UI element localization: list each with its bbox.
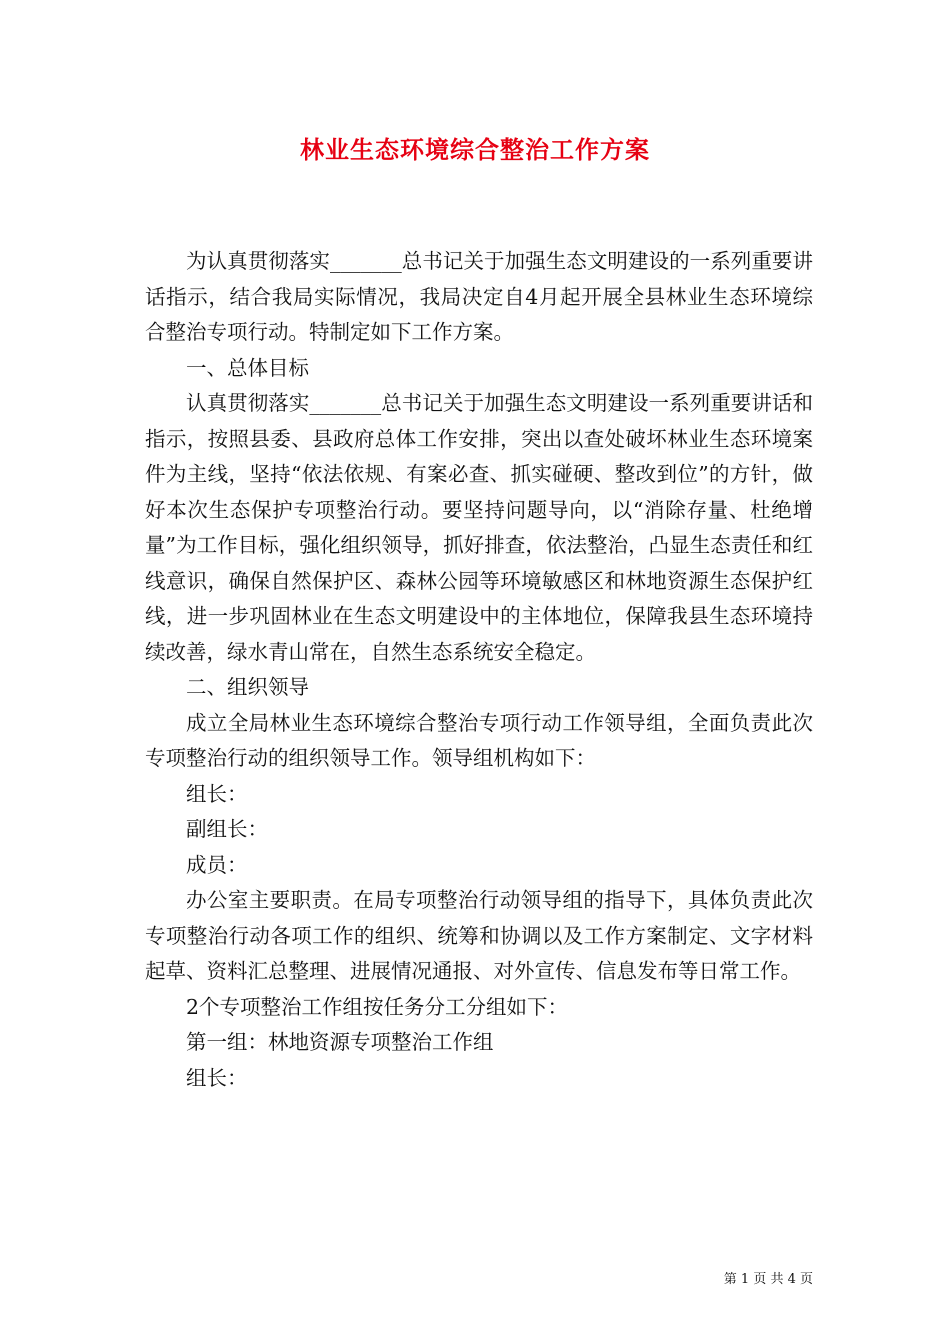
line-group-leader: 组长：	[186, 781, 248, 806]
section-heading-organization: 二、组织领导	[186, 675, 309, 699]
paragraph-organization: 成立全局林业生态环境综合整治专项行动工作领导组，全面负责此次专项整治行动的组织领导工作。领导组机构如下：	[145, 710, 813, 770]
page-number: 第 1 页 共 4 页	[723, 1272, 813, 1287]
line-deputy-leader: 副组长：	[186, 817, 268, 841]
line-group-one: 第一组：林地资源专项整治工作组	[186, 1030, 494, 1054]
line-group-one-leader: 组长：	[186, 1065, 248, 1090]
paragraph-intro: 为认真贯彻落实_______总书记关于加强生态文明建设的一系列重要讲话指示，结合我局实际情况，我局决定自4月起开展全县林业生态环境综合整治专项行动。特制定如下工作方案。	[145, 249, 813, 344]
paragraph-office-duties: 办公室主要职责。在局专项整治行动领导组的指导下，具体负责此次专项整治行动各项工作的组织、统筹和协调以及工作方案制定、文字材料起草、资料汇总整理、进展情况通报、对外宣传、信息发布等日常工作。	[145, 888, 813, 983]
section-heading-goals: 一、总体目标	[186, 355, 309, 380]
paragraph-working-groups: 2个专项整治工作组按任务分工分组如下：	[186, 994, 569, 1019]
document-title: 林业生态环境综合整治工作方案	[300, 135, 650, 164]
line-members: 成员：	[186, 852, 248, 877]
paragraph-goals: 认真贯彻落实_______总书记关于加强生态文明建设一系列重要讲话和指示，按照县委、县政府总体工作安排，突出以查处破坏林业生态环境案件为主线，坚持“依法依规、有案必查、抓实碰硬、整改到位”的方针，做好本次生态保护专项整治行动。要坚持问题导向，以“消除存量、杜绝增量”为工作目标，强化组织领导，抓好排查，依法整治，凸显生态责任和红线意识，确保自然保护区、森林公园等环境敏感区和林地资源生态保护红线，进一步巩固林业在生态文明建设中的主体地位，保障我县生态环境持续改善，绿水青山常在，自然生态系统安全稳定。	[145, 391, 813, 664]
document-body	[145, 244, 813, 1096]
